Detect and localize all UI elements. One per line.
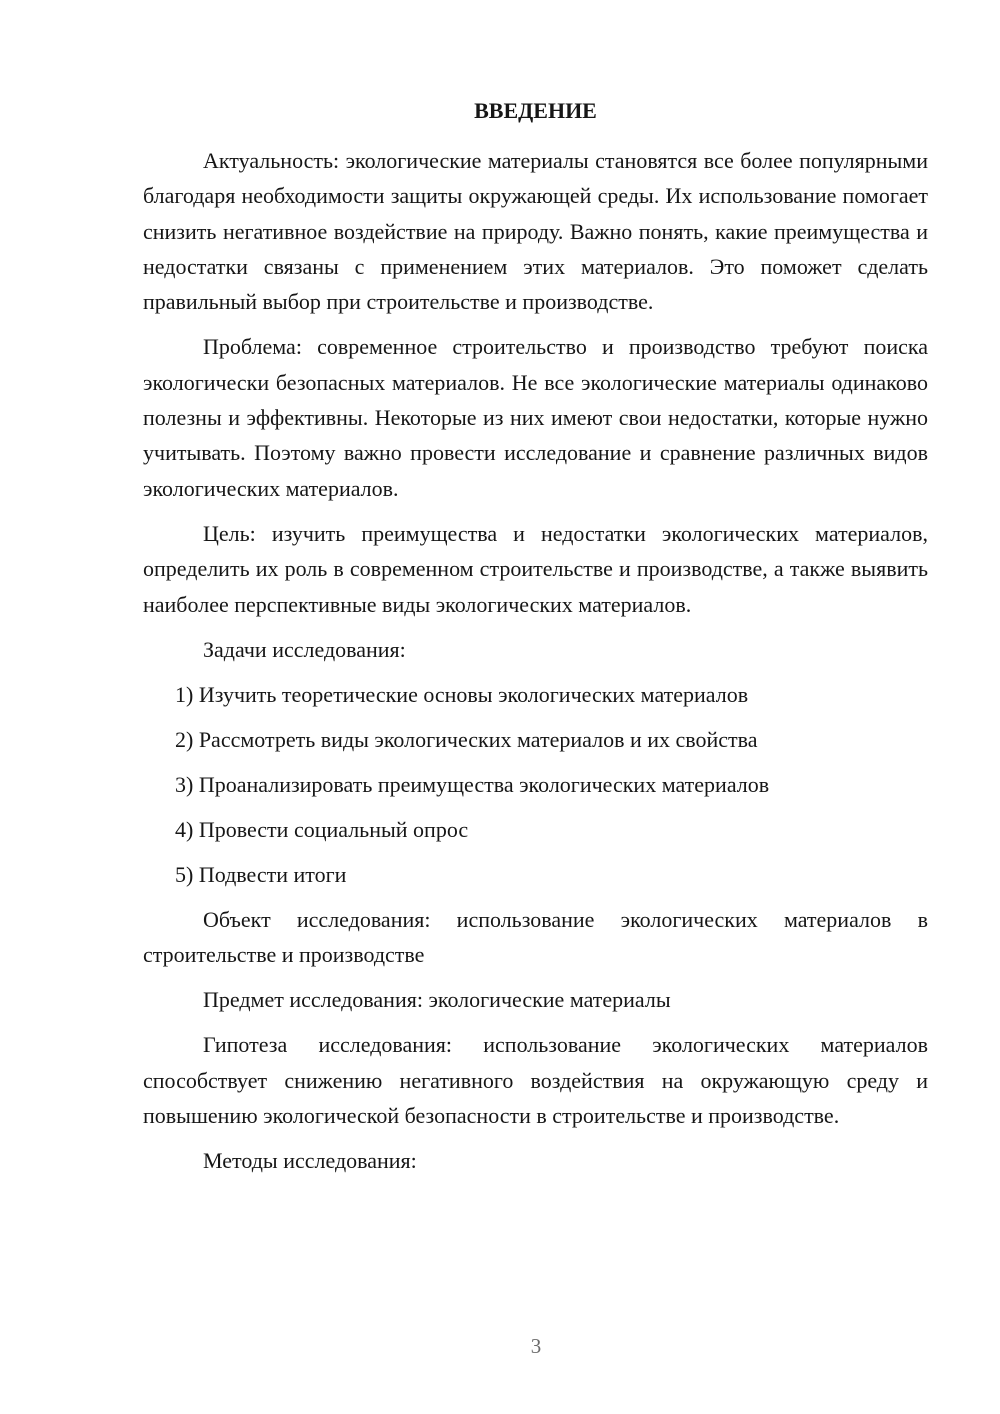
tasks-title: Задачи исследования: bbox=[203, 636, 406, 662]
list-item: 4) Провести социальный опрос bbox=[175, 816, 469, 842]
page-number: 3 bbox=[530, 1334, 542, 1358]
body-text bbox=[143, 143, 928, 1188]
paragraph-goal: Цель: изучить преимущества и недостатки экологических материалов, определить их роль в современном строительстве и производстве, а также выявить наиболее перспективные виды экологических материалов. bbox=[143, 520, 928, 617]
paragraph-hypothesis: Гипотеза исследования: использование экологических материалов способствует снижению негативного воздействия на окружающую среду и повышению экологической безопасности в строительстве и производстве. bbox=[143, 1032, 928, 1129]
paragraph-problem: Проблема: современное строительство и производство требуют поиска экологически безопасных материалов. Не все экологические материалы одинаково полезны и эффективны. Некоторые из них имеют свои недостатки, которые нужно учитывать. Поэтому важно провести исследование и сравнение различных видов экологических материалов. bbox=[143, 334, 928, 501]
list-item: 3) Проанализировать преимущества экологических материалов bbox=[175, 771, 770, 797]
paragraph-subject: Предмет исследования: экологические материалы bbox=[203, 987, 671, 1013]
list-item: 5) Подвести итоги bbox=[175, 861, 347, 887]
tasks-list bbox=[143, 677, 928, 892]
paragraph-relevance: Актуальность: экологические материалы становятся все более популярными благодаря необходимости защиты окружающей среды. Их использование помогает снизить негативное воздействие на природу. Важно понять, какие преимущества и недостатки связаны с применением этих материалов. Это поможет сделать правильный выбор при строительстве и производстве. bbox=[143, 148, 928, 315]
paragraph-object: Объект исследования: использование экологических материалов в строительстве и производстве bbox=[143, 906, 928, 968]
section-heading: ВВЕДЕНИЕ bbox=[474, 98, 597, 123]
list-item: 2) Рассмотреть виды экологических материалов и их свойства bbox=[175, 726, 758, 752]
methods-title: Методы исследования: bbox=[203, 1148, 417, 1174]
list-item: 1) Изучить теоретические основы экологических материалов bbox=[175, 681, 749, 707]
